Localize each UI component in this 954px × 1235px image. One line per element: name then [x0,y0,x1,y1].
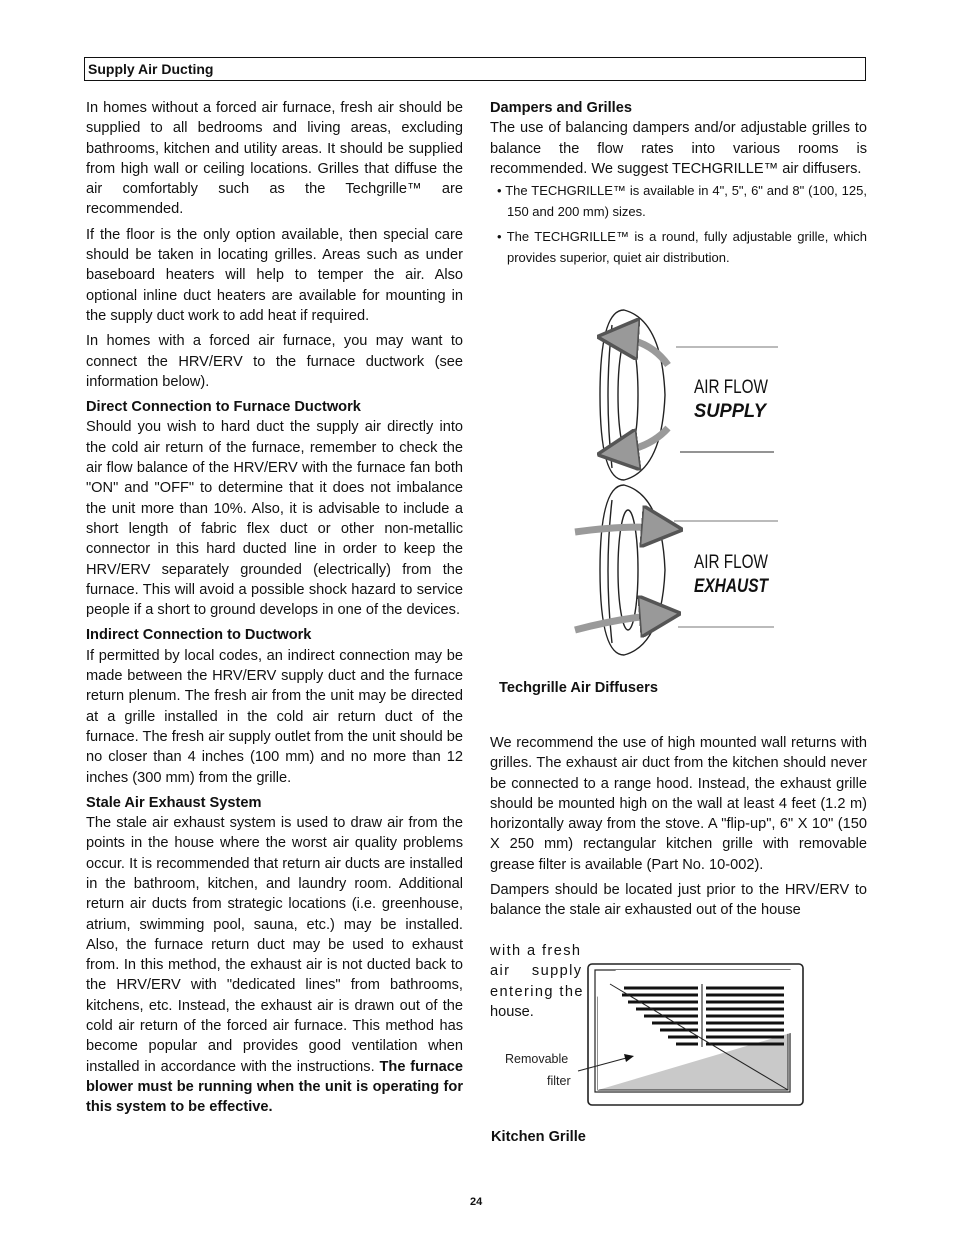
heading-stale-air: Stale Air Exhaust System [86,794,262,811]
paragraph: We recommend the use of high mounted wall returns with grilles. The exhaust air duct from the kitchen should never be connected to a range hood. Instead, the exhaust grille should be mounted high on the wall at least 4 feet (1.2 m) horizontally away from the stove. A "flip-up", 6" X 10" (150 X 250 mm) rectangular kitchen grille with removable grease filter is available (Part No. 10-002). [490,735,867,873]
techgrille-diagram [570,300,790,660]
filter-label-1: Removable [505,1052,569,1066]
exhaust-label-1: AIR FLOW [694,552,769,573]
page-number: 24 [470,1196,483,1208]
caption-kitchen-grille: Kitchen Grille [491,1129,586,1145]
caption-techgrille: Techgrille Air Diffusers [499,680,658,696]
supply-label-2: SUPPLY [694,401,769,422]
wrap-line: house. [490,1003,534,1020]
exhaust-label-2: EXHAUST [694,576,770,597]
paragraph [86,813,463,1117]
paragraph: In homes without a forced air furnace, fresh air should be supplied to all bedrooms and living areas, excluding bathrooms, kitchen and utility areas. It should be supplied from high wall or ceiling locations. Grilles that diffuse the air comfortably such as the Techgrille™ are recommended. [86,100,463,218]
left-column [86,98,463,1123]
wrap-line: entering the [490,983,584,1000]
paragraph: If permitted by local codes, an indirect connection may be made between the HRV/ERV supply duct and the furnace return plenum. The fresh air from the unit may be directed at a grille installed in the cold air return duct of the furnace. The fresh air supply outlet from the unit should be no closer than 4 inches (100 mm) and no more than 12 inches (300 mm) from the grille. [86,647,463,786]
right-column-bottom [490,733,867,921]
supply-diffuser [600,310,665,480]
heading-indirect-connection: Indirect Connection to Ductwork [86,627,312,644]
paragraph: In homes with a forced air furnace, you may want to connect the HRV/ERV to the furnace ductwork (see information below). [86,333,463,390]
stale-warning: The furnace blower must be running when the unit is operating for this system to be effective. [86,1058,464,1116]
stale-text: The stale air exhaust system is used to draw air from the points in the house where the worst air quality problems occur. It is recommended that return air ducts are installed in the bathroom, kitchen, and laundry room. Additional return air ducts from strategic locations (i.e. greenhouse, atrium, swimming pool, sauna, etc.) may be installed. Also, the furnace return duct may be used to exhaust from. In this method, the exhaust air is not ducted back to the HRV/ERV with "dedicated lines" from bathrooms, kitchens, etc. Instead, the exhaust air is drawn out of the cold air return of the forced air furnace. This method has become popular and provides good ventilation when installed in accordance with the instructions. [86,815,463,1075]
paragraph: Dampers should be located just prior to the HRV/ERV to balance the stale air exhausted out of the house [490,882,867,919]
supply-label-1: AIR FLOW [694,377,769,398]
paragraph: Should you wish to hard duct the supply air directly into the cold air return of the furnace, remember to check the air flow balance of the HRV/ERV with the furnace fan both "ON" and "OFF" to determine that it does not imbalance the unit more than 10%. Also, it is advisable to include a short length of fabric flex duct or other non-metallic connector in this hard ducted line in order to keep the HRV/ERV separately grounded (electrically) from the furnace. This will avoid a possible shock hazard to service people if a short to ground develops in one of the devices. [86,419,463,619]
heading-dampers: Dampers and Grilles [490,100,632,116]
section-header [84,57,866,81]
bullet-item: • The TECHGRILLE™ is available in 4", 5", 6" and 8" (100, 125, 150 and 200 mm) sizes. [497,183,867,219]
section-title: Supply Air Ducting [88,61,214,77]
wrap-line: air supply [490,963,583,980]
kitchen-grille-diagram [498,962,828,1112]
filter-label-2: filter [547,1074,571,1088]
wrap-line: with a fresh [490,943,582,959]
paragraph: If the floor is the only option available, then special care should be taken in locating grilles. Areas such as under baseboard heaters will help to temper the air. Also optional inline duct heaters are available for mounting in the supply duct work to add heat if required. [86,226,463,324]
right-column-top [490,98,867,273]
heading-direct-connection: Direct Connection to Furnace Ductwork [86,399,361,416]
exhaust-diffuser [600,485,665,655]
paragraph: The use of balancing dampers and/or adjustable grilles to balance the flow rates into various rooms is recommended. We suggest TECHGRILLE™ air diffusers. [490,120,867,177]
bullet-item: • The TECHGRILLE™ is a round, fully adjustable grille, which provides superior, quiet air distribution. [497,229,867,265]
